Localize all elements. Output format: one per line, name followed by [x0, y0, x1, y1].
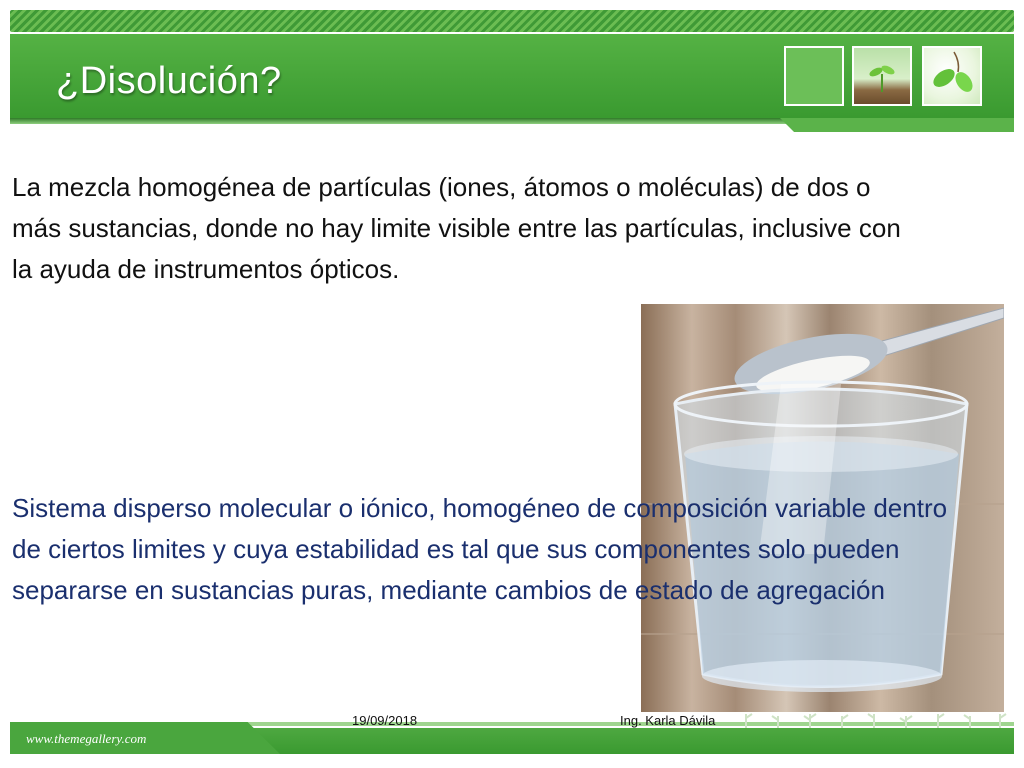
definition-paragraph-1: La mezcla homogénea de partículas (iones, átomos o moléculas) de dos o más sustancias, donde no hay limite visible entre las partículas, inclusive con la ayuda de instrumentos ópticos. [12, 172, 901, 284]
title-bar-notch [780, 118, 1014, 132]
green-leaves-icon [922, 46, 982, 106]
green-square-thumbnail [784, 46, 844, 106]
slide-title: ¿Disolución? [56, 60, 282, 102]
definition-paragraph-2: Sistema disperso molecular o iónico, homogéneo de composición variable dentro de ciertos limites y cuya estabilidad es tal que sus componentes solo pueden separarse en sustancias puras, mediante cambios de estado de agregación [12, 493, 948, 605]
sprouts-decoration-icon [738, 710, 1008, 728]
website-link[interactable]: www.themegallery.com [26, 731, 147, 746]
slide-date: 19/09/2018 [352, 713, 418, 728]
header-top-stripe [10, 10, 1014, 32]
seedling-icon [852, 46, 912, 106]
slide-author: Ing. Karla Dávila [620, 713, 716, 728]
